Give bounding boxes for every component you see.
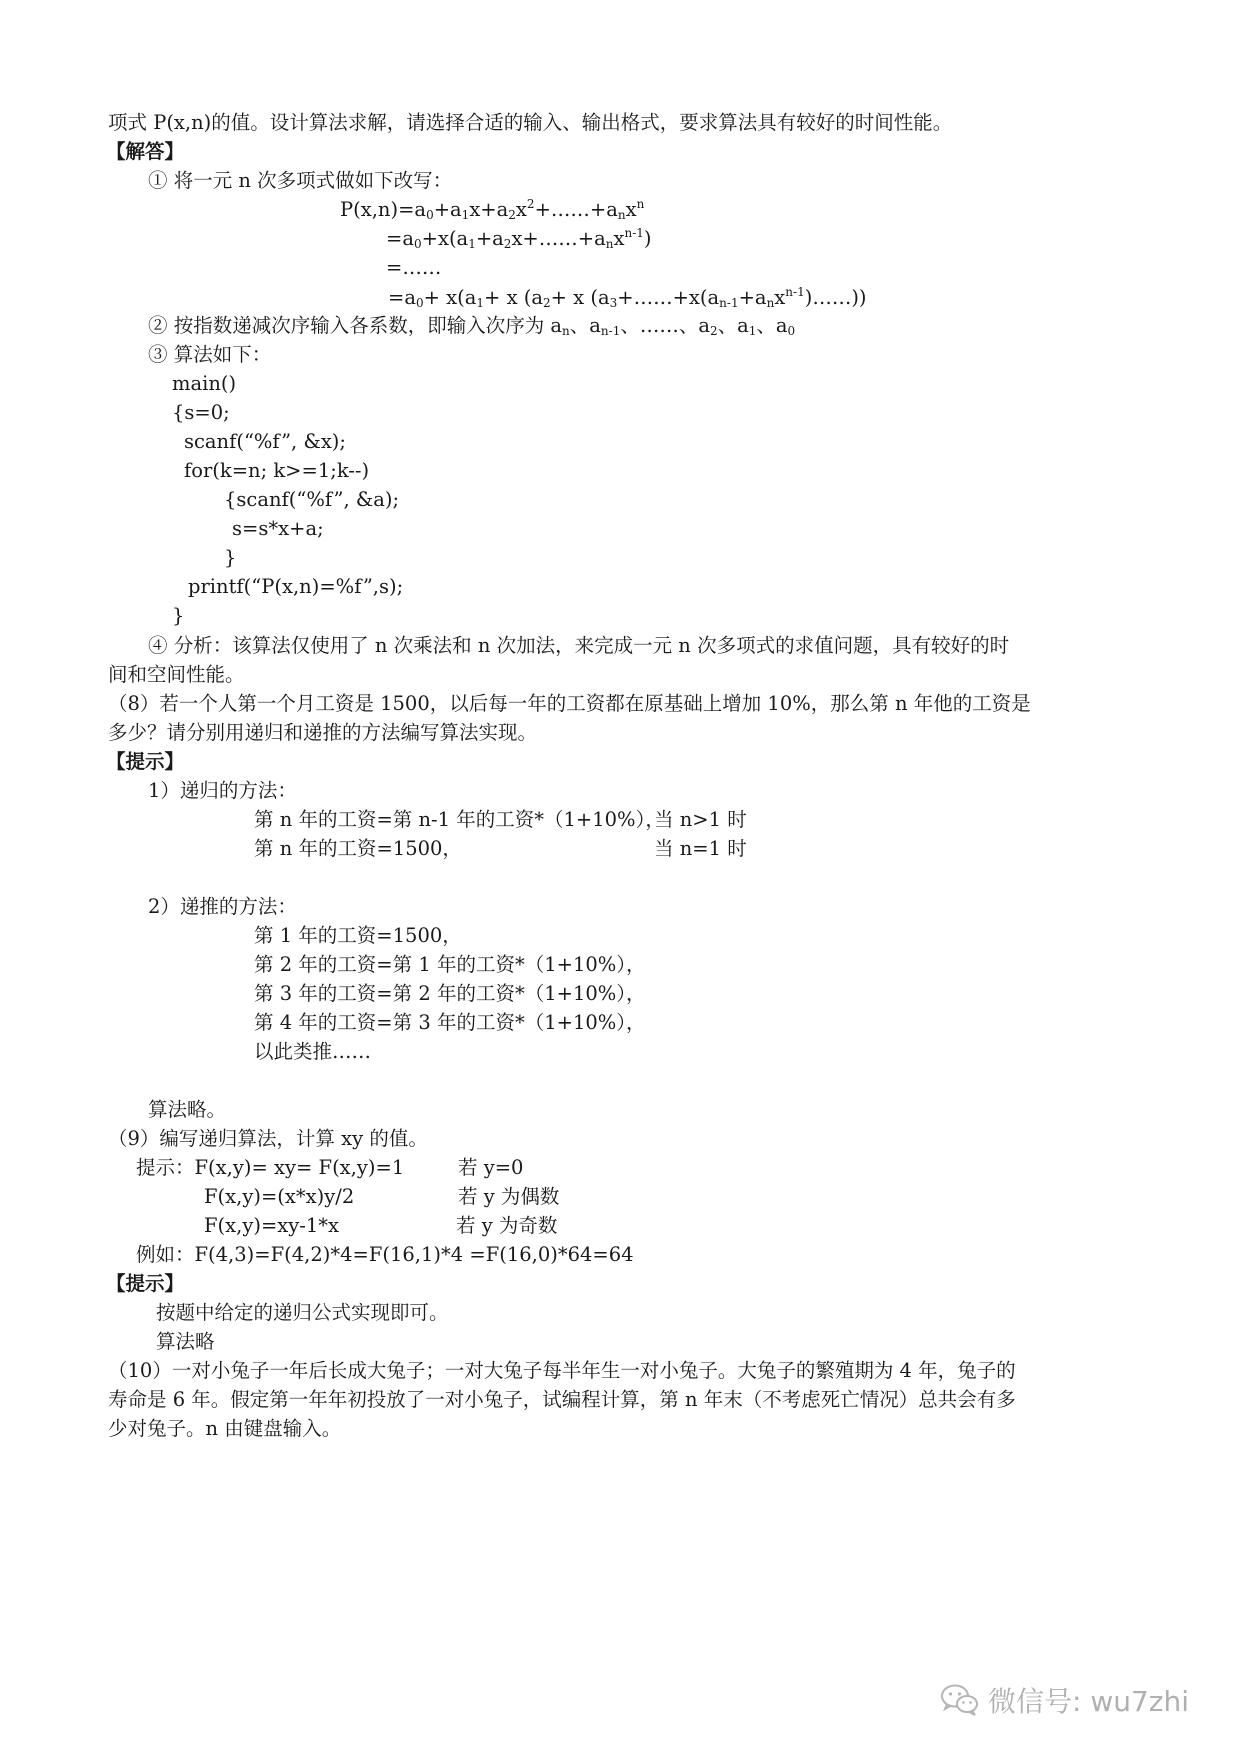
- hint-heading-2: 【提示】: [106, 1272, 185, 1295]
- step2-text: ② 按指数递减次序输入各系数，即输入次序为 $a_n$、$a_{n-1}$、……、$a_2$、$a_1$、$a_0$: [148, 314, 796, 338]
- formula-line-3: =……: [386, 256, 442, 279]
- code-line: for(k=n; k>=1;k--): [184, 459, 370, 482]
- code-line: }: [172, 604, 185, 627]
- q9-hint2: F(x,y)=(x*x)y/2: [204, 1185, 355, 1208]
- q9-hint1-cond: 若 y=0: [458, 1156, 524, 1179]
- q9-hint3: F(x,y)=xy-1*x: [204, 1214, 340, 1237]
- step1-text: ① 将一元 n 次多项式做如下改写：: [148, 169, 453, 192]
- recursion-row2-cond: 当 n=1 时: [654, 837, 747, 860]
- code-line: {scanf(“%f”, &a);: [224, 488, 400, 511]
- code-line: {s=0;: [172, 401, 230, 424]
- step4-line: ④ 分析：该算法仅使用了 n 次乘法和 n 次加法，来完成一元 n 次多项式的求值问题，具有较好的时: [148, 634, 1010, 657]
- code-line: scanf(“%f”, &x);: [184, 430, 346, 453]
- q9-hint3-cond: 若 y 为奇数: [456, 1214, 558, 1237]
- algo-omitted: 算法略。: [148, 1098, 227, 1121]
- recursion-title: 1）递归的方法：: [148, 779, 297, 802]
- watermark: [940, 1680, 1220, 1720]
- recursion-row1-cond: 当 n>1 时: [654, 808, 747, 831]
- q10-line: 少对兔子。n 由键盘输入。: [108, 1417, 342, 1440]
- recursion-row1: 第 n 年的工资=第 n-1 年的工资*（1+10%），: [254, 808, 665, 831]
- formula-line-2: $=a_0+x(a_1+a_2x+\dots\dots+a_nx^{n-1})$: [386, 226, 652, 251]
- q9-example: 例如：F(4,3)=F(4,2)*4=F(16,1)*4 =F(16,0)*64=64: [136, 1243, 634, 1266]
- q9-hint2-cond: 若 y 为偶数: [458, 1185, 560, 1208]
- step3-text: ③ 算法如下：: [148, 343, 272, 366]
- code-line: s=s*x+a;: [232, 517, 324, 540]
- q9-hint1: 提示：F(x,y)= xy= F(x,y)=1: [136, 1156, 405, 1179]
- iteration-row: 第 1 年的工资=1500，: [254, 924, 462, 947]
- code-line: printf(“P(x,n)=%f”,s);: [188, 575, 404, 598]
- q8-line: （8）若一个人第一个月工资是 1500，以后每一年的工资都在原基础上增加 10%，那么第 n 年他的工资是: [108, 692, 1031, 715]
- algo-omitted-2: 算法略: [156, 1330, 215, 1353]
- q8-line: 多少？请分别用递归和递推的方法编写算法实现。: [108, 721, 538, 744]
- q10-line: 寿命是 6 年。假定第一年年初投放了一对小兔子，试编程计算，第 n 年末（不考虑死亡情况）总共会有多: [108, 1388, 1016, 1411]
- code-line: main(): [172, 372, 237, 395]
- answer-heading: 【解答】: [106, 140, 185, 163]
- iteration-row: 第 3 年的工资=第 2 年的工资*（1+10%），: [254, 982, 646, 1005]
- q10-line: （10）一对小兔子一年后长成大兔子；一对大兔子每半年生一对小兔子。大兔子的繁殖期为 4 年，兔子的: [108, 1359, 1016, 1382]
- hint-heading: 【提示】: [106, 750, 185, 773]
- q9-hint-text: 按题中给定的递归公式实现即可。: [156, 1301, 449, 1324]
- step4-line: 间和空间性能。: [108, 663, 245, 686]
- wechat-icon: [940, 1683, 980, 1717]
- formula-line-1: $P(x,n)=a_0+a_1x+a_2x^2+\dots\dots+a_nx^n$: [340, 197, 645, 222]
- formula-line-4: $=a_0+ x(a_1+ x$ ($a_2+ x$ $(a_3+\dots\dots+x(a_{n-1}+a_nx^{n-1})\dots\dots)$): [388, 285, 867, 310]
- code-line: }: [224, 546, 237, 569]
- q9-title: （9）编写递归算法，计算 xy 的值。: [108, 1127, 428, 1150]
- iteration-title: 2）递推的方法：: [148, 895, 297, 918]
- watermark-text: 微信号: wu7zhi: [988, 1685, 1190, 1718]
- iteration-row: 以此类推……: [254, 1040, 372, 1063]
- iteration-row: 第 2 年的工资=第 1 年的工资*（1+10%），: [254, 953, 646, 976]
- iteration-row: 第 4 年的工资=第 3 年的工资*（1+10%），: [254, 1011, 646, 1034]
- recursion-row2: 第 n 年的工资=1500，: [254, 837, 462, 860]
- intro-line: 项式 P(x,n)的值。设计算法求解，请选择合适的输入、输出格式，要求算法具有较好的时间性能。: [108, 111, 953, 134]
